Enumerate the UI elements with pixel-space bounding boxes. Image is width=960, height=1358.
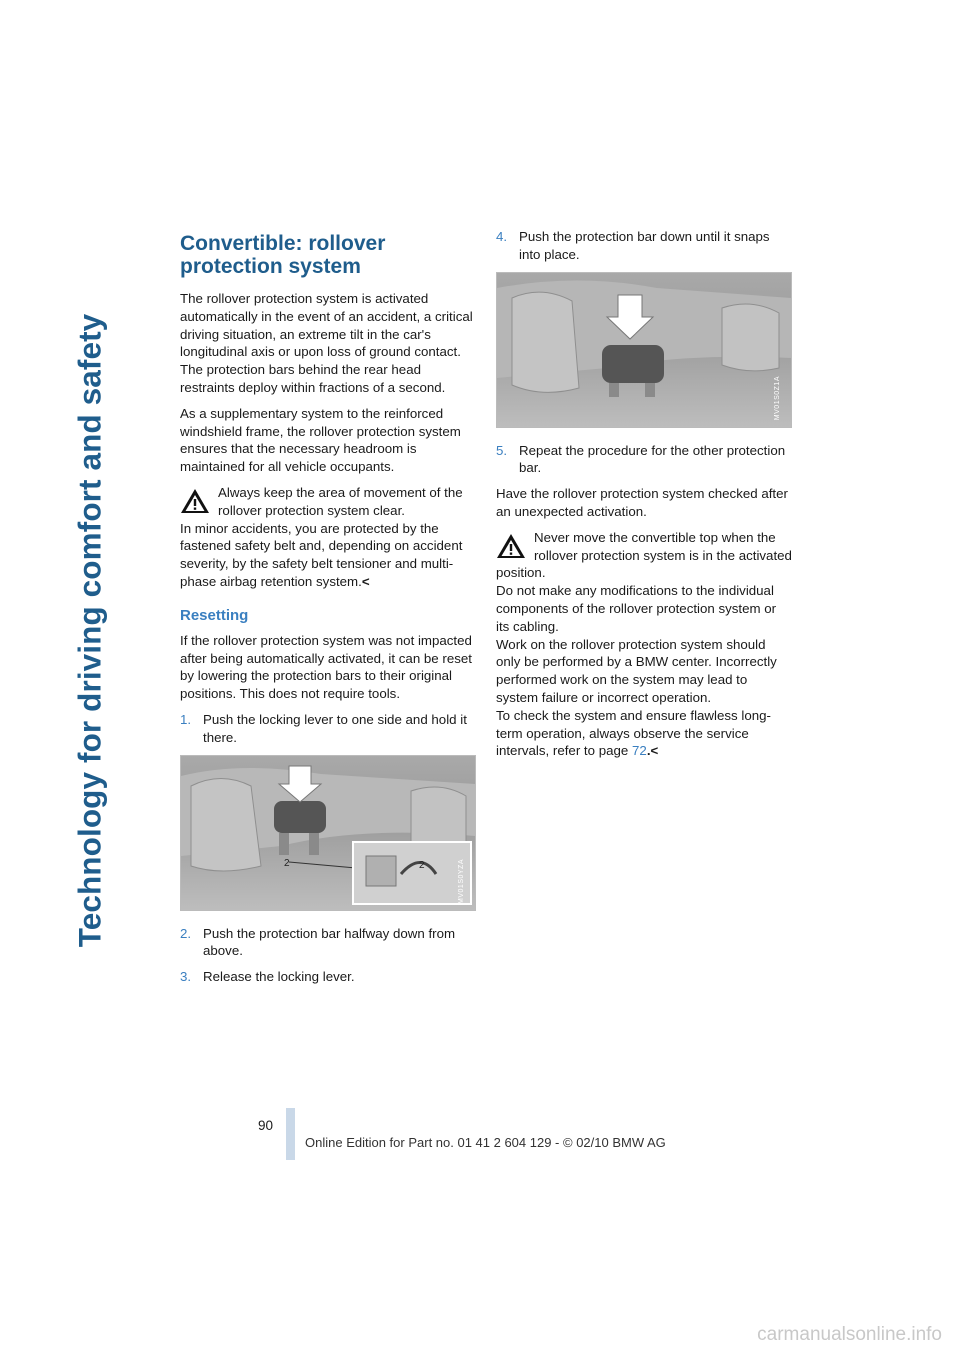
page-number: 90 — [258, 1118, 274, 1133]
warning-note — [180, 484, 476, 591]
figure-locking-lever — [180, 755, 476, 911]
step-number: 1. — [180, 711, 192, 727]
side-title-text: Technology for driving comfort and safety — [71, 313, 108, 947]
step-text: Push the protection bar down until it snaps into place. — [519, 229, 770, 262]
callout-label-b: 2 — [419, 859, 425, 871]
warning-triangle-icon — [180, 488, 210, 514]
end-mark: .< — [646, 743, 659, 759]
rollover-bar-pushdown-illustration — [497, 273, 791, 427]
step-number: 4. — [496, 229, 508, 244]
side-section-title — [20, 230, 160, 1030]
warning-rest-container — [180, 520, 476, 591]
step-number: 2. — [180, 925, 192, 941]
figure-code: MV01S0Z1A — [774, 376, 782, 421]
step-text: Repeat the procedure for the other protection bar. — [519, 442, 786, 476]
intro-paragraph-1: The rollover protection system is activated automatically in the event of an accident, a critical driving situation, an extreme tilt in the car's longitudinal axis or upon loss of ground contact. The protection bars behind the rear head restraints deploy within fractions of a second. — [180, 291, 473, 395]
warning-triangle-icon — [496, 533, 526, 559]
step-text: Push the protection bar halfway down from above. — [203, 925, 456, 959]
left-column — [180, 228, 476, 994]
step-item — [496, 228, 792, 264]
intro-paragraph-2: As a supplementary system to the reinforced windshield frame, the rollover protection system ensures that the necessary headroom is maintained for all vehicle occupants. — [180, 405, 461, 475]
site-watermark: carmanualsonline.info — [757, 1324, 942, 1345]
warning-line-container — [496, 707, 792, 760]
right-column — [496, 228, 792, 768]
rollover-bar-illustration — [181, 756, 475, 910]
warning-note — [496, 529, 792, 760]
step-item — [180, 711, 476, 747]
step-text: Release the locking lever. — [203, 969, 355, 985]
warning-first-text: Always keep the area of movement of the rollover protection system clear. — [218, 484, 463, 518]
warning-rest-text: In minor accidents, you are protected by the fastened safety belt and, depending on accident severity, by the safety belt tensioner and multi-phase airbag retention system. — [180, 520, 463, 589]
resetting-paragraph: If the rollover protection system was not impacted after being automatically activated, it can be reset by lowering the protection bars to their original positions. This does not require tools. — [180, 632, 472, 702]
step-item — [180, 925, 476, 961]
figure-push-down — [496, 272, 792, 428]
step-number: 3. — [180, 969, 192, 985]
warning-first-text: Never move the convertible top when the rollover protection system is in the activated position. — [496, 529, 792, 581]
step-item — [496, 442, 792, 478]
page-reference-link[interactable]: 72 — [632, 743, 647, 759]
end-mark: < — [361, 573, 370, 589]
footer-accent-bar — [286, 1108, 295, 1160]
step-item — [180, 968, 476, 986]
check-paragraph: Have the rollover protection system checked after an unexpected activation. — [496, 486, 788, 519]
warning-line: To check the system and ensure flawless long-term operation, always observe the service intervals, refer to page — [496, 707, 771, 759]
warning-line: Do not make any modifications to the individual components of the rollover protection system or its cabling. — [496, 583, 777, 634]
callout-label-a: 2 — [284, 857, 290, 869]
section-heading: Convertible: rollover protection system — [180, 232, 386, 278]
warning-line: Work on the rollover protection system should only be performed by a BMW center. Incorrectly performed work on the system may lead to system failure or incorrect operation. — [496, 636, 777, 705]
figure-code: MV01S0YZA — [458, 858, 466, 904]
step-text: Push the locking lever to one side and hold it there. — [203, 711, 467, 745]
footer-edition: Online Edition for Part no. 01 41 2 604 129 - © 02/10 BMW AG — [305, 1135, 666, 1150]
subheading-resetting: Resetting — [180, 606, 249, 624]
step-number: 5. — [496, 442, 508, 458]
